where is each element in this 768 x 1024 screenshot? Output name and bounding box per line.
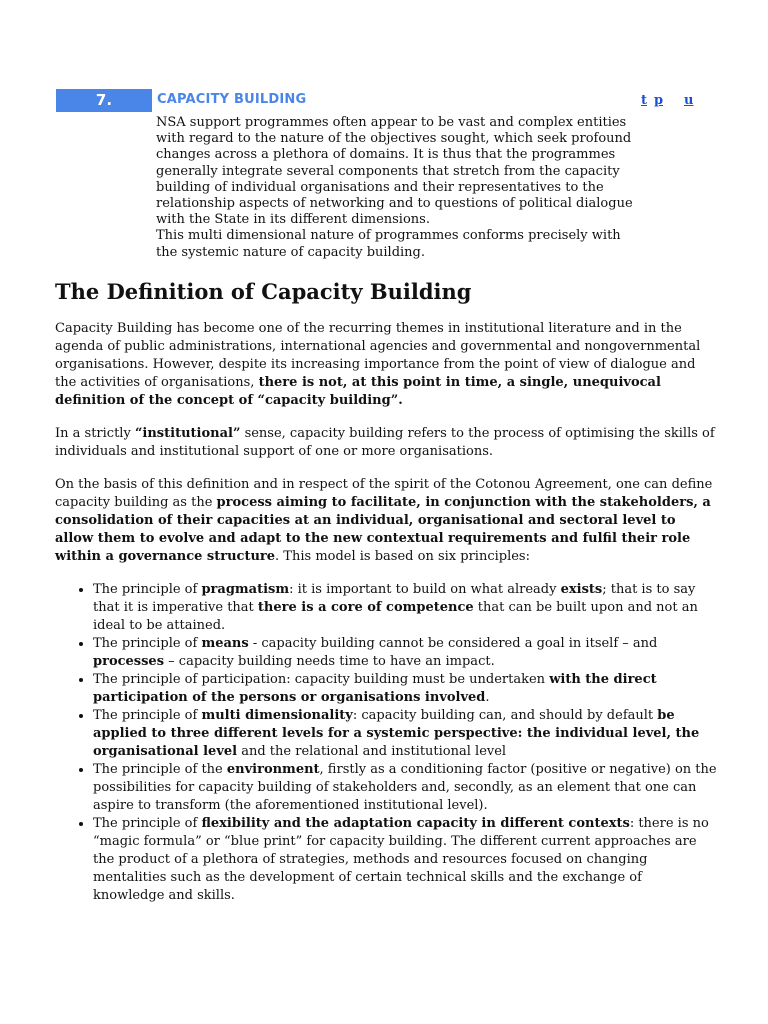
- text: . This model is based on six principles:: [275, 549, 530, 564]
- nav-link-t[interactable]: t: [641, 93, 648, 108]
- bold-text: there is not, at this point in time, a single, unequivocal definition of the concept of “capacity building”.: [55, 375, 661, 408]
- page-heading: The Definition of Capacity Building: [55, 279, 472, 304]
- section-title: CAPACITY BUILDING: [157, 92, 307, 107]
- list-item: • The principle of pragmatism: it is important to build on what already exists; that is to say that it is imperative that there is a core of competence that can be built upon and not an ideal to be attained.: [93, 581, 717, 635]
- intro-paragraph: NSA support programmes often appear to be vast and complex entities with regard to the nature of the objectives sought, which seek profound changes across a plethora of domains. It is thus that the programmes generally integrate several components that stretch from the capacity building of individual organisations and their representatives to the relationship aspects of networking and to questions of political dialogue with the State in its different dimensions.: [156, 115, 633, 228]
- nav-link-u[interactable]: u: [684, 93, 694, 108]
- text: On the basis of this definition and in respect of the spirit of the Cotonou Agreement, one can define capacity building as the: [55, 477, 713, 510]
- section-intro: [156, 115, 636, 261]
- text: In a strictly: [55, 426, 135, 441]
- list-item: • The principle of participation: capacity building must be undertaken with the direct participation of the persons or organisations involved.: [93, 671, 717, 707]
- bold-text: process aiming to facilitate, in conjunction with the stakeholders, a consolidation of their capacities at an individual, organisational and sectoral level to allow them to evolve and adapt to the new contextual requirements and fulfil their role within a governance structure: [55, 495, 711, 564]
- principles-list: [55, 581, 717, 905]
- text: sense, capacity building refers to the process of optimising the skills of individuals and institutional support of one or more organisations.: [55, 426, 715, 459]
- list-item: • The principle of multi dimensionality: capacity building can, and should by default be applied to three different levels for a systemic perspective: the individual level, the organisational level and the relational and institutional level: [93, 707, 717, 761]
- section-number: 7.: [56, 89, 152, 112]
- intro-paragraph: This multi dimensional nature of programmes conforms precisely with the systemic nature of capacity building.: [156, 228, 621, 260]
- bold-text: “institutional”: [134, 426, 241, 441]
- list-item: • The principle of flexibility and the adaptation capacity in different contexts: there is no “magic formula” or “blue print” for capacity building. The different current approaches are the product of a plethora of strategies, methods and resources focused on changing mentalities such as the development of certain technical skills and the exchange of knowledge and skills.: [93, 815, 717, 905]
- paragraph-1: [55, 320, 717, 410]
- list-item: • The principle of means - capacity building cannot be considered a goal in itself – and processes – capacity building needs time to have an impact.: [93, 635, 717, 671]
- text: Capacity Building has become one of the recurring themes in institutional literature and in the agenda of public administrations, international agencies and governmental and nongovernmental organisations. However, despite its increasing importance from the point of view of dialogue and the activities of organisations,: [55, 321, 701, 390]
- definition-body: [55, 320, 717, 905]
- paragraph-3: [55, 476, 717, 566]
- paragraph-2: [55, 425, 717, 461]
- list-item: • The principle of the environment, firstly as a conditioning factor (positive or negative) on the possibilities for capacity building of stakeholders and, secondly, as an element that one can aspire to transform (the aforementioned institutional level).: [93, 761, 717, 815]
- nav-link-p[interactable]: p: [654, 93, 664, 108]
